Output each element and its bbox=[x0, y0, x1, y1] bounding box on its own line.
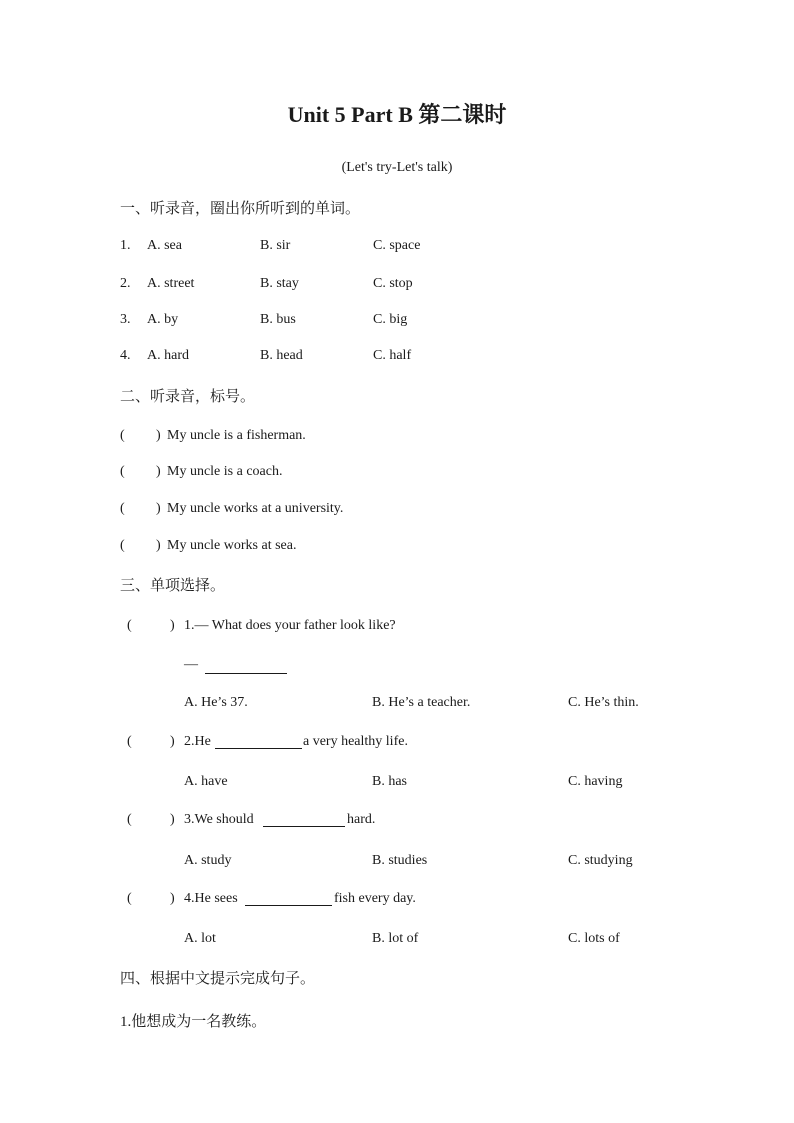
option-b: B. has bbox=[372, 774, 407, 789]
option-c: C. He’s thin. bbox=[568, 695, 639, 710]
option-b: B. head bbox=[260, 348, 303, 363]
item-number: 1. bbox=[120, 238, 131, 253]
option-a: A. by bbox=[147, 312, 179, 327]
option-b: B. studies bbox=[372, 853, 428, 868]
page-subtitle: (Let's try-Let's talk) bbox=[341, 160, 453, 175]
item-number: 2. bbox=[120, 276, 131, 291]
section2-heading: 二、听录音，标号。 bbox=[120, 389, 256, 405]
option-a: A. study bbox=[184, 853, 232, 868]
answer-paren-open: ( bbox=[120, 501, 125, 516]
answer-paren-open: ( bbox=[120, 464, 125, 479]
option-c: C. big bbox=[373, 312, 408, 327]
answer-paren-close: ) bbox=[170, 812, 175, 827]
question-stem-end: hard. bbox=[347, 812, 376, 827]
answer-paren-open: ( bbox=[127, 618, 132, 633]
option-a: A. sea bbox=[147, 238, 182, 253]
option-b: B. He’s a teacher. bbox=[372, 695, 471, 710]
option-c: C. stop bbox=[373, 276, 413, 291]
answer-paren-close: ) bbox=[170, 734, 175, 749]
option-b: B. lot of bbox=[372, 931, 419, 946]
option-a: A. street bbox=[147, 276, 195, 291]
question-stem-end: fish every day. bbox=[334, 891, 416, 906]
item-text: My uncle works at a university. bbox=[167, 501, 344, 516]
question-stem-start: 4.He sees bbox=[184, 891, 238, 906]
option-a: A. hard bbox=[147, 348, 189, 363]
answer-paren-close: ) bbox=[170, 891, 175, 906]
answer-paren-open: ( bbox=[127, 891, 132, 906]
section3-heading: 三、单项选择。 bbox=[120, 578, 226, 594]
option-a: A. He’s 37. bbox=[184, 695, 248, 710]
option-b: B. sir bbox=[260, 238, 291, 253]
item-text: My uncle works at sea. bbox=[167, 538, 297, 553]
option-a: A. have bbox=[184, 774, 228, 789]
answer-paren-open: ( bbox=[127, 734, 132, 749]
section4-heading: 四、根据中文提示完成句子。 bbox=[120, 971, 316, 987]
answer-blank bbox=[245, 891, 332, 906]
answer-paren-close: ) bbox=[156, 428, 161, 443]
option-a: A. lot bbox=[184, 931, 216, 946]
option-b: B. bus bbox=[260, 312, 296, 327]
option-b: B. stay bbox=[260, 276, 299, 291]
answer-paren-open: ( bbox=[120, 538, 125, 553]
option-c: C. space bbox=[373, 238, 421, 253]
response-dash: — bbox=[184, 657, 198, 672]
answer-paren-close: ) bbox=[170, 618, 175, 633]
answer-blank bbox=[263, 812, 345, 827]
section4-question-1: 1.他想成为一名教练。 bbox=[120, 1014, 267, 1030]
question-stem-end: a very healthy life. bbox=[303, 734, 408, 749]
item-text: My uncle is a fisherman. bbox=[167, 428, 306, 443]
answer-paren-close: ) bbox=[156, 538, 161, 553]
answer-paren-close: ) bbox=[156, 464, 161, 479]
answer-paren-close: ) bbox=[156, 501, 161, 516]
answer-paren-open: ( bbox=[127, 812, 132, 827]
question-stem-start: 3.We should bbox=[184, 812, 254, 827]
item-text: My uncle is a coach. bbox=[167, 464, 283, 479]
option-c: C. having bbox=[568, 774, 623, 789]
answer-blank bbox=[205, 659, 287, 674]
section1-heading: 一、听录音，圈出你所听到的单词。 bbox=[120, 201, 361, 217]
option-c: C. lots of bbox=[568, 931, 620, 946]
item-number: 3. bbox=[120, 312, 131, 327]
question-stem: 1.— What does your father look like? bbox=[184, 618, 396, 633]
answer-paren-open: ( bbox=[120, 428, 125, 443]
page-title: Unit 5 Part B 第二课时 bbox=[287, 102, 507, 127]
option-c: C. studying bbox=[568, 853, 633, 868]
question-stem-start: 2.He bbox=[184, 734, 211, 749]
item-number: 4. bbox=[120, 348, 131, 363]
option-c: C. half bbox=[373, 348, 412, 363]
answer-blank bbox=[215, 734, 302, 749]
